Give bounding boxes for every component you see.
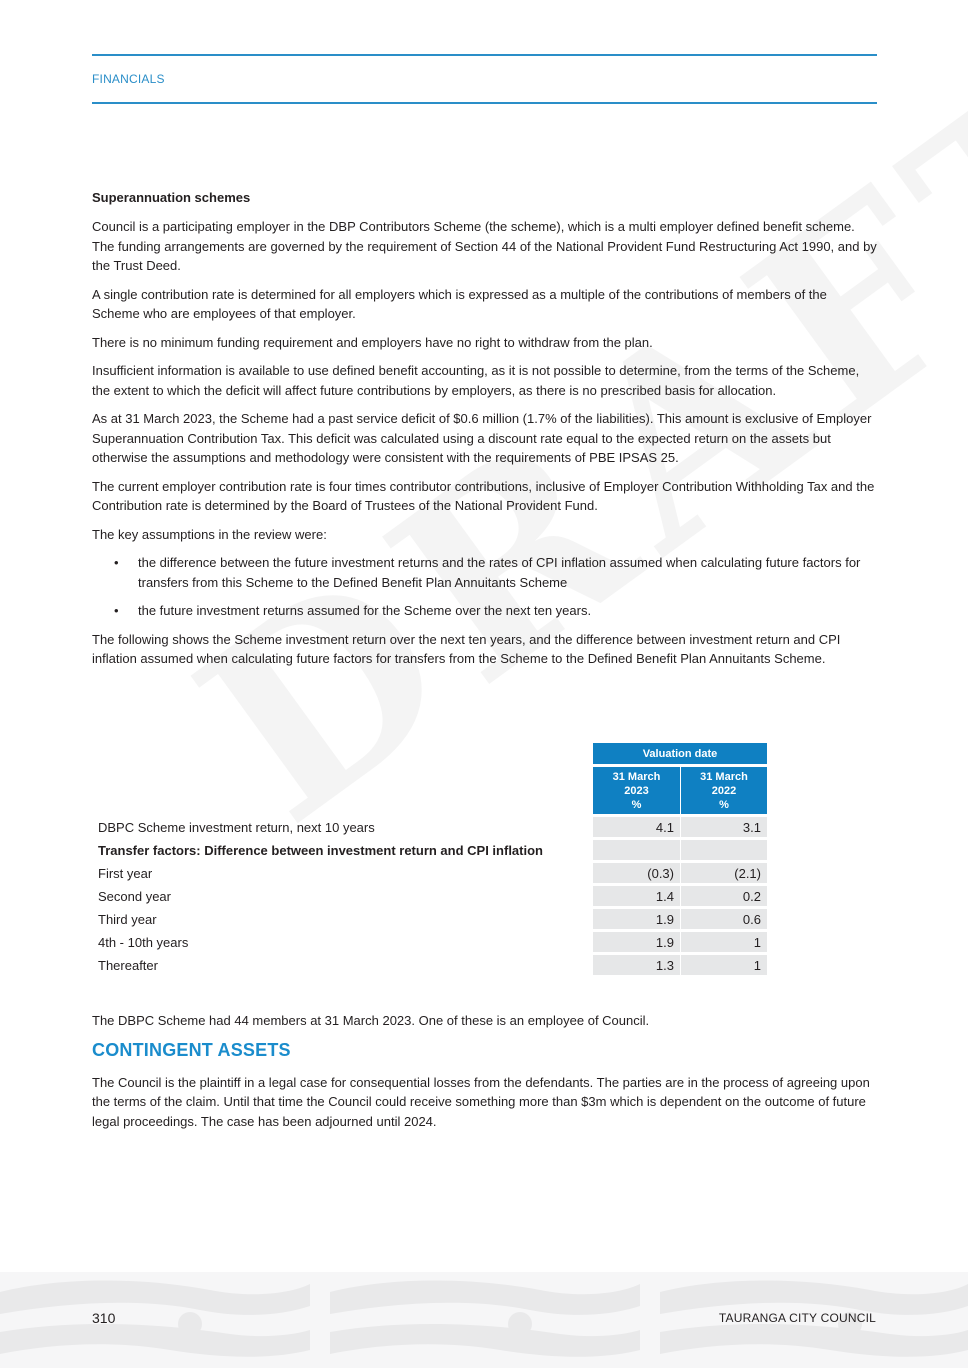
paragraph: The current employer contribution rate is four times contributor contributions, inclusive of Employer Contribution Withholding Tax and the Contribution rate is determined by the Board of Trustees of the National Provident Fund. [92,478,875,513]
row-label: First year [98,865,153,881]
list-item-text: the difference between the future investment returns and the rates of CPI inflation assumed when calculating future factors for transfers from this Scheme to the Defined Benefit Plan Annuitants Scheme [138,555,861,590]
value-2023 [593,840,680,860]
row-label: Second year [98,888,171,904]
row-label: 4th - 10th years [98,934,189,950]
value-2022: 0.6 [680,909,767,929]
page-number: 310 [92,1310,116,1326]
assumption-list [92,553,877,621]
column-header-line: % [631,798,642,811]
paragraph: As at 31 March 2023, the Scheme had a past service deficit of $0.6 million (1.7% of the liabilities). This amount is exclusive of Employer Superannuation Contribution Tax. This deficit was calculated using a discount rate equal to the expected return on the assets but otherwise the assumptions and methodology were consistent with the requirements of PBE IPSAS 25. [92,411,872,465]
column-header-2023 [593,767,680,814]
row-label: Transfer factors: Difference between investment return and CPI inflation [98,842,543,858]
contingent-assets-text: The Council is the plaintiff in a legal case for consequential losses from the defendants. The parties are in the process of agreeing upon the terms of the claim. Until that time the Council could receive something more than $3m which is dependent on the outcome of future legal proceedings. The case has been adjourned until 2024. [92,1074,870,1129]
paragraph: Council is a participating employer in the DBP Contributors Scheme (the scheme), which is a multi employer defined benefit scheme. The funding arrangements are governed by the requirement of Section 44 of the National Provident Fund Restructuring Act 1990, and by the Trust Deed. [92,219,877,273]
value-2022: 1 [680,932,767,952]
value-2022: 1 [680,955,767,975]
header-spacer [92,743,593,764]
column-header-line: 2023 [624,784,649,797]
value-2022: 3.1 [680,817,767,837]
value-2023: 1.4 [593,886,680,906]
column-header-line: 31 March [612,770,661,783]
table-row [92,863,767,883]
table-row [92,955,767,975]
table-row [92,932,767,952]
contingent-assets-heading: CONTINGENT ASSETS [92,1039,291,1060]
paragraph: The key assumptions in the review were: [92,526,327,542]
table-row [92,840,767,860]
column-header-line: 2022 [711,784,737,797]
members-note: The DBPC Scheme had 44 members at 31 March 2023. One of these is an employee of Council. [92,1013,650,1028]
value-2023: 4.1 [593,817,680,837]
value-2023: 1.3 [593,955,680,975]
valuation-table [92,740,767,978]
value-2022 [680,840,767,860]
organisation-name: TAURANGA CITY COUNCIL [718,1311,876,1325]
header-rule-top [92,54,877,56]
list-item [92,553,877,592]
value-2023: (0.3) [593,863,680,883]
section-label: FINANCIALS [92,72,165,86]
header-rule-bottom [92,102,877,104]
section-heading: Superannuation schemes [92,190,251,205]
post-table-section [92,1011,877,1140]
row-label: DBPC Scheme investment return, next 10 years [98,819,375,835]
table-header-row [92,743,767,764]
value-2022: 0.2 [680,886,767,906]
header-spacer [92,767,593,814]
valuation-date-header: Valuation date [593,743,767,764]
paragraph: A single contribution rate is determined for all employers which is expressed as a multiple of the contributions of members of the Scheme who are employees of that employer. [92,286,827,321]
paragraph: Insufficient information is available to use defined benefit accounting, as it is not possible to determine, from the terms of the Scheme, the extent to which the deficit will affect future contributions by employers, as there is no prescribed basis for allocation. [92,363,860,398]
value-2023: 1.9 [593,932,680,952]
value-2023: 1.9 [593,909,680,929]
row-label: Thereafter [98,957,158,973]
paragraph: The following shows the Scheme investment return over the next ten years, and the difference between investment return and CPI inflation assumed when calculating future factors for transfers from the Scheme to the Defined Benefit Plan Annuitants Scheme. [92,631,841,666]
table-column-header-row [92,767,767,814]
paragraph: There is no minimum funding requirement and employers have no right to withdraw from the plan. [92,334,653,350]
bullet-icon: • [114,555,119,570]
column-header-2022 [680,767,767,814]
list-item [92,601,877,621]
superannuation-section [92,188,877,678]
list-item-text: the future investment returns assumed for the Scheme over the next ten years. [138,603,592,618]
value-2022: (2.1) [680,863,767,883]
column-header-line: % [719,798,729,811]
bullet-icon: • [114,603,119,618]
column-header-line: 31 March [700,770,748,783]
row-label: Third year [98,911,157,927]
table-row [92,817,767,837]
table-row [92,886,767,906]
table-row [92,909,767,929]
